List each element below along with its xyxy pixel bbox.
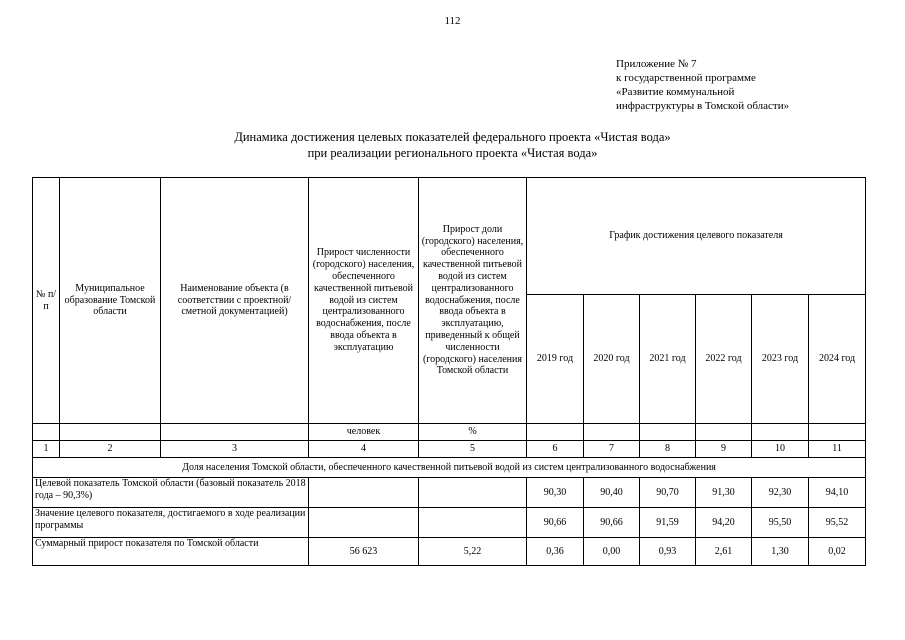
row-label: Суммарный прирост показателя по Томской области [33,538,309,566]
cell-value: 90,66 [527,508,584,538]
column-number: 10 [752,441,809,458]
cell-value: 95,50 [752,508,809,538]
column-number: 11 [809,441,866,458]
header-year: 2023 год [752,295,809,424]
cell-people: 56 623 [309,538,419,566]
cell-people [309,478,419,508]
title-line-2: при реализации регионального проекта «Чистая вода» [307,146,598,160]
row-label: Целевой показатель Томской области (базовый показатель 2018 года – 90,3%) [33,478,309,508]
column-number: 9 [696,441,752,458]
cell-percent [419,478,527,508]
cell-value: 2,61 [696,538,752,566]
cell-value: 94,20 [696,508,752,538]
header-object: Наименование объекта (в соответствии с проектной/ сметной документацией) [161,178,309,424]
cell-value: 95,52 [809,508,866,538]
column-number: 2 [60,441,161,458]
cell-value: 91,59 [640,508,696,538]
column-number: 6 [527,441,584,458]
column-number: 7 [584,441,640,458]
row-label: Значение целевого показателя, достигаемого в ходе реализации программы [33,508,309,538]
cell-value: 0,93 [640,538,696,566]
appendix-line-2: к государственной программе [616,72,756,84]
header-year: 2021 год [640,295,696,424]
appendix-line-1: Приложение № 7 [616,58,697,70]
header-schedule: График достижения целевого показателя [527,178,866,295]
cell-value: 90,66 [584,508,640,538]
column-number: 5 [419,441,527,458]
header-num: № п/п [33,178,60,424]
cell-value: 0,00 [584,538,640,566]
unit-people: человек [309,424,419,441]
cell-value: 90,30 [527,478,584,508]
appendix-line-4: инфраструктуры в Томской области» [616,100,790,112]
cell-percent [419,508,527,538]
header-share-increase: Прирост доли (городского) населения, обеспеченного качественной питьевой водой из систем централизованного водоснабжения, после ввода объекта в эксплуатацию, приведенный к общей численности (городского) населения Томской области [419,178,527,424]
cell-value: 0,02 [809,538,866,566]
cell-value: 91,30 [696,478,752,508]
header-year: 2019 год [527,295,584,424]
cell-value: 90,70 [640,478,696,508]
header-year: 2024 год [809,295,866,424]
cell-percent: 5,22 [419,538,527,566]
cell-value: 94,10 [809,478,866,508]
cell-value: 0,36 [527,538,584,566]
header-municipality: Муниципальное образование Томской области [60,178,161,424]
table-row [33,478,866,508]
header-year: 2022 год [696,295,752,424]
header-population-increase: Прирост численности (городского) населения, обеспеченного качественной питьевой водой из систем централизованного водоснабжения, после ввода объекта в эксплуатацию [309,178,419,424]
header-year: 2020 год [584,295,640,424]
cell-value: 90,40 [584,478,640,508]
appendix-note [616,57,789,113]
indicators-table [32,177,866,566]
section-title: Доля населения Томской области, обеспеченного качественной питьевой водой из систем централизованного водоснабжения [33,458,866,478]
page-number: 112 [444,15,461,27]
cell-value: 1,30 [752,538,809,566]
column-number: 1 [33,441,60,458]
title-line-1: Динамика достижения целевых показателей федерального проекта «Чистая вода» [234,130,671,144]
unit-percent: % [419,424,527,441]
column-number: 4 [309,441,419,458]
cell-value: 92,30 [752,478,809,508]
table-row [33,538,866,566]
document-title [0,129,905,161]
column-number: 8 [640,441,696,458]
appendix-line-3: «Развитие коммунальной [616,86,735,98]
table-row [33,508,866,538]
column-number: 3 [161,441,309,458]
cell-people [309,508,419,538]
